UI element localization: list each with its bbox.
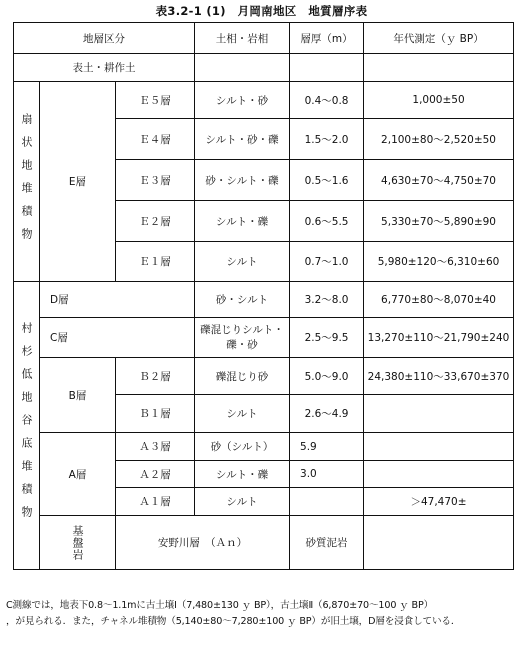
age-cell (364, 433, 514, 461)
lithology-cell: シルト・礫 (195, 461, 290, 488)
layer-an: 安野川層 （Ａｎ） (116, 516, 290, 570)
layer-d: D層 (40, 282, 195, 318)
lithology-cell: シルト・礫 (195, 201, 290, 242)
thickness-cell: 0.4〜0.8 (290, 82, 364, 119)
age-cell: ＞47,470± (364, 488, 514, 516)
sublayer-cell: Ａ３層 (116, 433, 195, 461)
thickness-cell: 1.5〜2.0 (290, 119, 364, 160)
thickness-cell: 0.7〜1.0 (290, 242, 364, 282)
age-cell: 4,630±70〜4,750±70 (364, 160, 514, 201)
sublayer-cell: Ｅ２層 (116, 201, 195, 242)
age-cell: 5,330±70〜5,890±90 (364, 201, 514, 242)
sublayer-cell: Ｂ２層 (116, 358, 195, 395)
thickness-cell: 3.0 (290, 461, 364, 488)
thickness-cell: 5.9 (290, 433, 364, 461)
header-stratum: 地層区分 (14, 23, 195, 54)
age-cell: 5,980±120〜6,310±60 (364, 242, 514, 282)
footnote (6, 598, 521, 630)
header-age: 年代測定（ｙ BP） (364, 23, 514, 54)
sublayer-cell: Ｅ１層 (116, 242, 195, 282)
header-lithology: 土相・岩相 (195, 23, 290, 54)
sublayer-cell: Ｅ３層 (116, 160, 195, 201)
table-row (14, 318, 514, 358)
age-cell: 2,100±80〜2,520±50 (364, 119, 514, 160)
age-cell (364, 461, 514, 488)
sublayer-cell: Ｂ１層 (116, 395, 195, 433)
group-bedrock: 基盤岩 (40, 516, 116, 570)
thickness-cell: 5.0〜9.0 (290, 358, 364, 395)
age-cell (364, 395, 514, 433)
lithology-cell: 砂・シルト・礫 (195, 160, 290, 201)
group-fan-deposits: 扇状地堆積物 (14, 82, 40, 282)
age-cell: 1,000±50 (364, 82, 514, 119)
table-row (14, 358, 514, 395)
lithology-cell: 礫混じり砂 (195, 358, 290, 395)
table-title: 表3.2-1 (1) 月岡南地区 地質層序表 (155, 4, 368, 18)
thickness-cell: 3.2〜8.0 (290, 282, 364, 318)
layer-c: C層 (40, 318, 195, 358)
age-cell: 13,270±110〜21,790±240 (364, 318, 514, 358)
layer-e: E層 (40, 82, 116, 282)
thickness-cell: 2.6〜4.9 (290, 395, 364, 433)
sublayer-cell: Ｅ４層 (116, 119, 195, 160)
layer-a: A層 (40, 433, 116, 516)
age-cell: 6,770±80〜8,070±40 (364, 282, 514, 318)
table-row (14, 282, 514, 318)
header-row (14, 23, 514, 54)
stratigraphy-table (13, 22, 514, 570)
lithology-cell: 砂・シルト (195, 282, 290, 318)
topsoil-label: 表土・耕作土 (14, 54, 195, 82)
thickness-cell: 0.5〜1.6 (290, 160, 364, 201)
thickness-cell (364, 516, 514, 570)
lithology-cell: シルト・砂 (195, 82, 290, 119)
lithology-cell: 砂（シルト） (195, 433, 290, 461)
table-row (14, 433, 514, 461)
lithology-cell: シルト (195, 395, 290, 433)
lithology-cell: シルト (195, 488, 290, 516)
thickness-cell: 0.6〜5.5 (290, 201, 364, 242)
lithology-cell: シルト・砂・礫 (195, 119, 290, 160)
footnote-line-2: ，が見られる．また，チャネル堆積物（5,140±80〜7,280±100 ｙ BP）が旧土壌，D層を浸食している． (6, 616, 461, 627)
footnote-line-1: C測線では，地表下0.8〜1.1mに古土壌Ⅰ（7,480±130 ｙ BP），古土壌Ⅱ（6,870±70〜100 ｙ BP） (6, 600, 434, 611)
table-row (14, 516, 514, 570)
thickness-cell (290, 488, 364, 516)
sublayer-cell: Ｅ５層 (116, 82, 195, 119)
table-row (14, 54, 514, 82)
thickness-cell: 2.5〜9.5 (290, 318, 364, 358)
lithology-cell: 礫混じりシルト・礫・砂 (195, 318, 290, 358)
layer-b: B層 (40, 358, 116, 433)
lithology-cell: 砂質泥岩 (290, 516, 364, 570)
sublayer-cell: Ａ２層 (116, 461, 195, 488)
age-cell: 24,380±110〜33,670±370 (364, 358, 514, 395)
header-thickness: 層厚（m） (290, 23, 364, 54)
table-row (14, 82, 514, 119)
sublayer-cell: Ａ１層 (116, 488, 195, 516)
lithology-cell: シルト (195, 242, 290, 282)
group-valley-deposits: 村杉低地谷底堆積物 (14, 282, 40, 570)
